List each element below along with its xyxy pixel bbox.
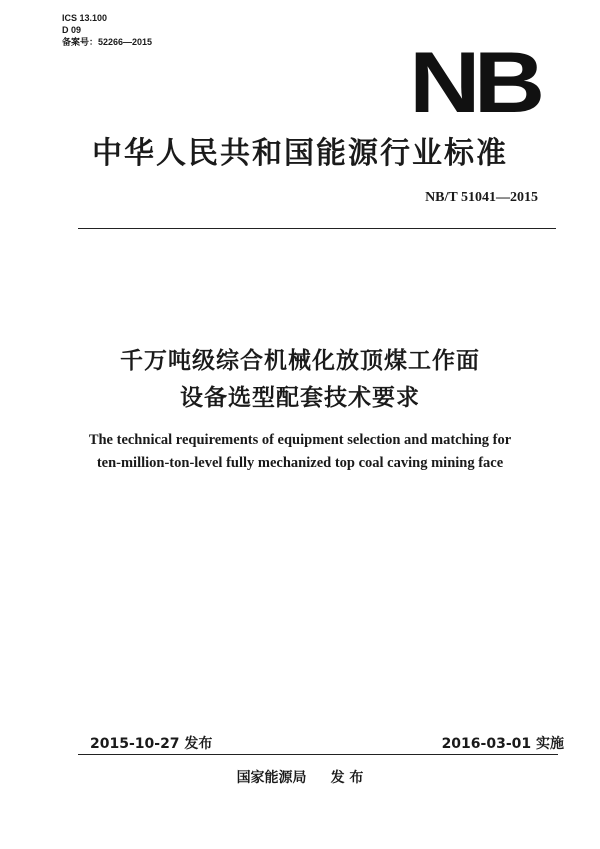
filing-number: 备案号：52266—2015 — [62, 37, 153, 47]
nb-logo: NB — [408, 35, 538, 131]
ccs-code: D 09 — [62, 25, 82, 35]
implementation-date: 2016-03-01 实施 — [441, 736, 564, 752]
issuer-name: 国家能源局 — [236, 770, 307, 786]
issuer-line — [0, 767, 600, 787]
issue-date: 2015-10-27 发布 — [90, 736, 213, 752]
ics-code: ICS 13.100 — [62, 13, 108, 23]
title-cn-line1: 千万吨级综合机械化放顶煤工作面 — [120, 348, 480, 374]
title-en-line1: The technical requirements of equipment selection and matching for — [88, 432, 512, 448]
classification-block — [62, 12, 152, 48]
standard-category-title: 中华人民共和国能源行业标准 — [92, 136, 508, 171]
top-divider — [78, 228, 556, 229]
bottom-divider — [78, 754, 558, 755]
title-en-line2: ten-million-ton-level fully mechanized top coal caving mining face — [96, 455, 504, 471]
issuer-action: 发 布 — [330, 770, 364, 786]
standard-number: NB/T 51041—2015 — [425, 190, 538, 205]
title-cn-line2: 设备选型配套技术要求 — [180, 385, 420, 411]
